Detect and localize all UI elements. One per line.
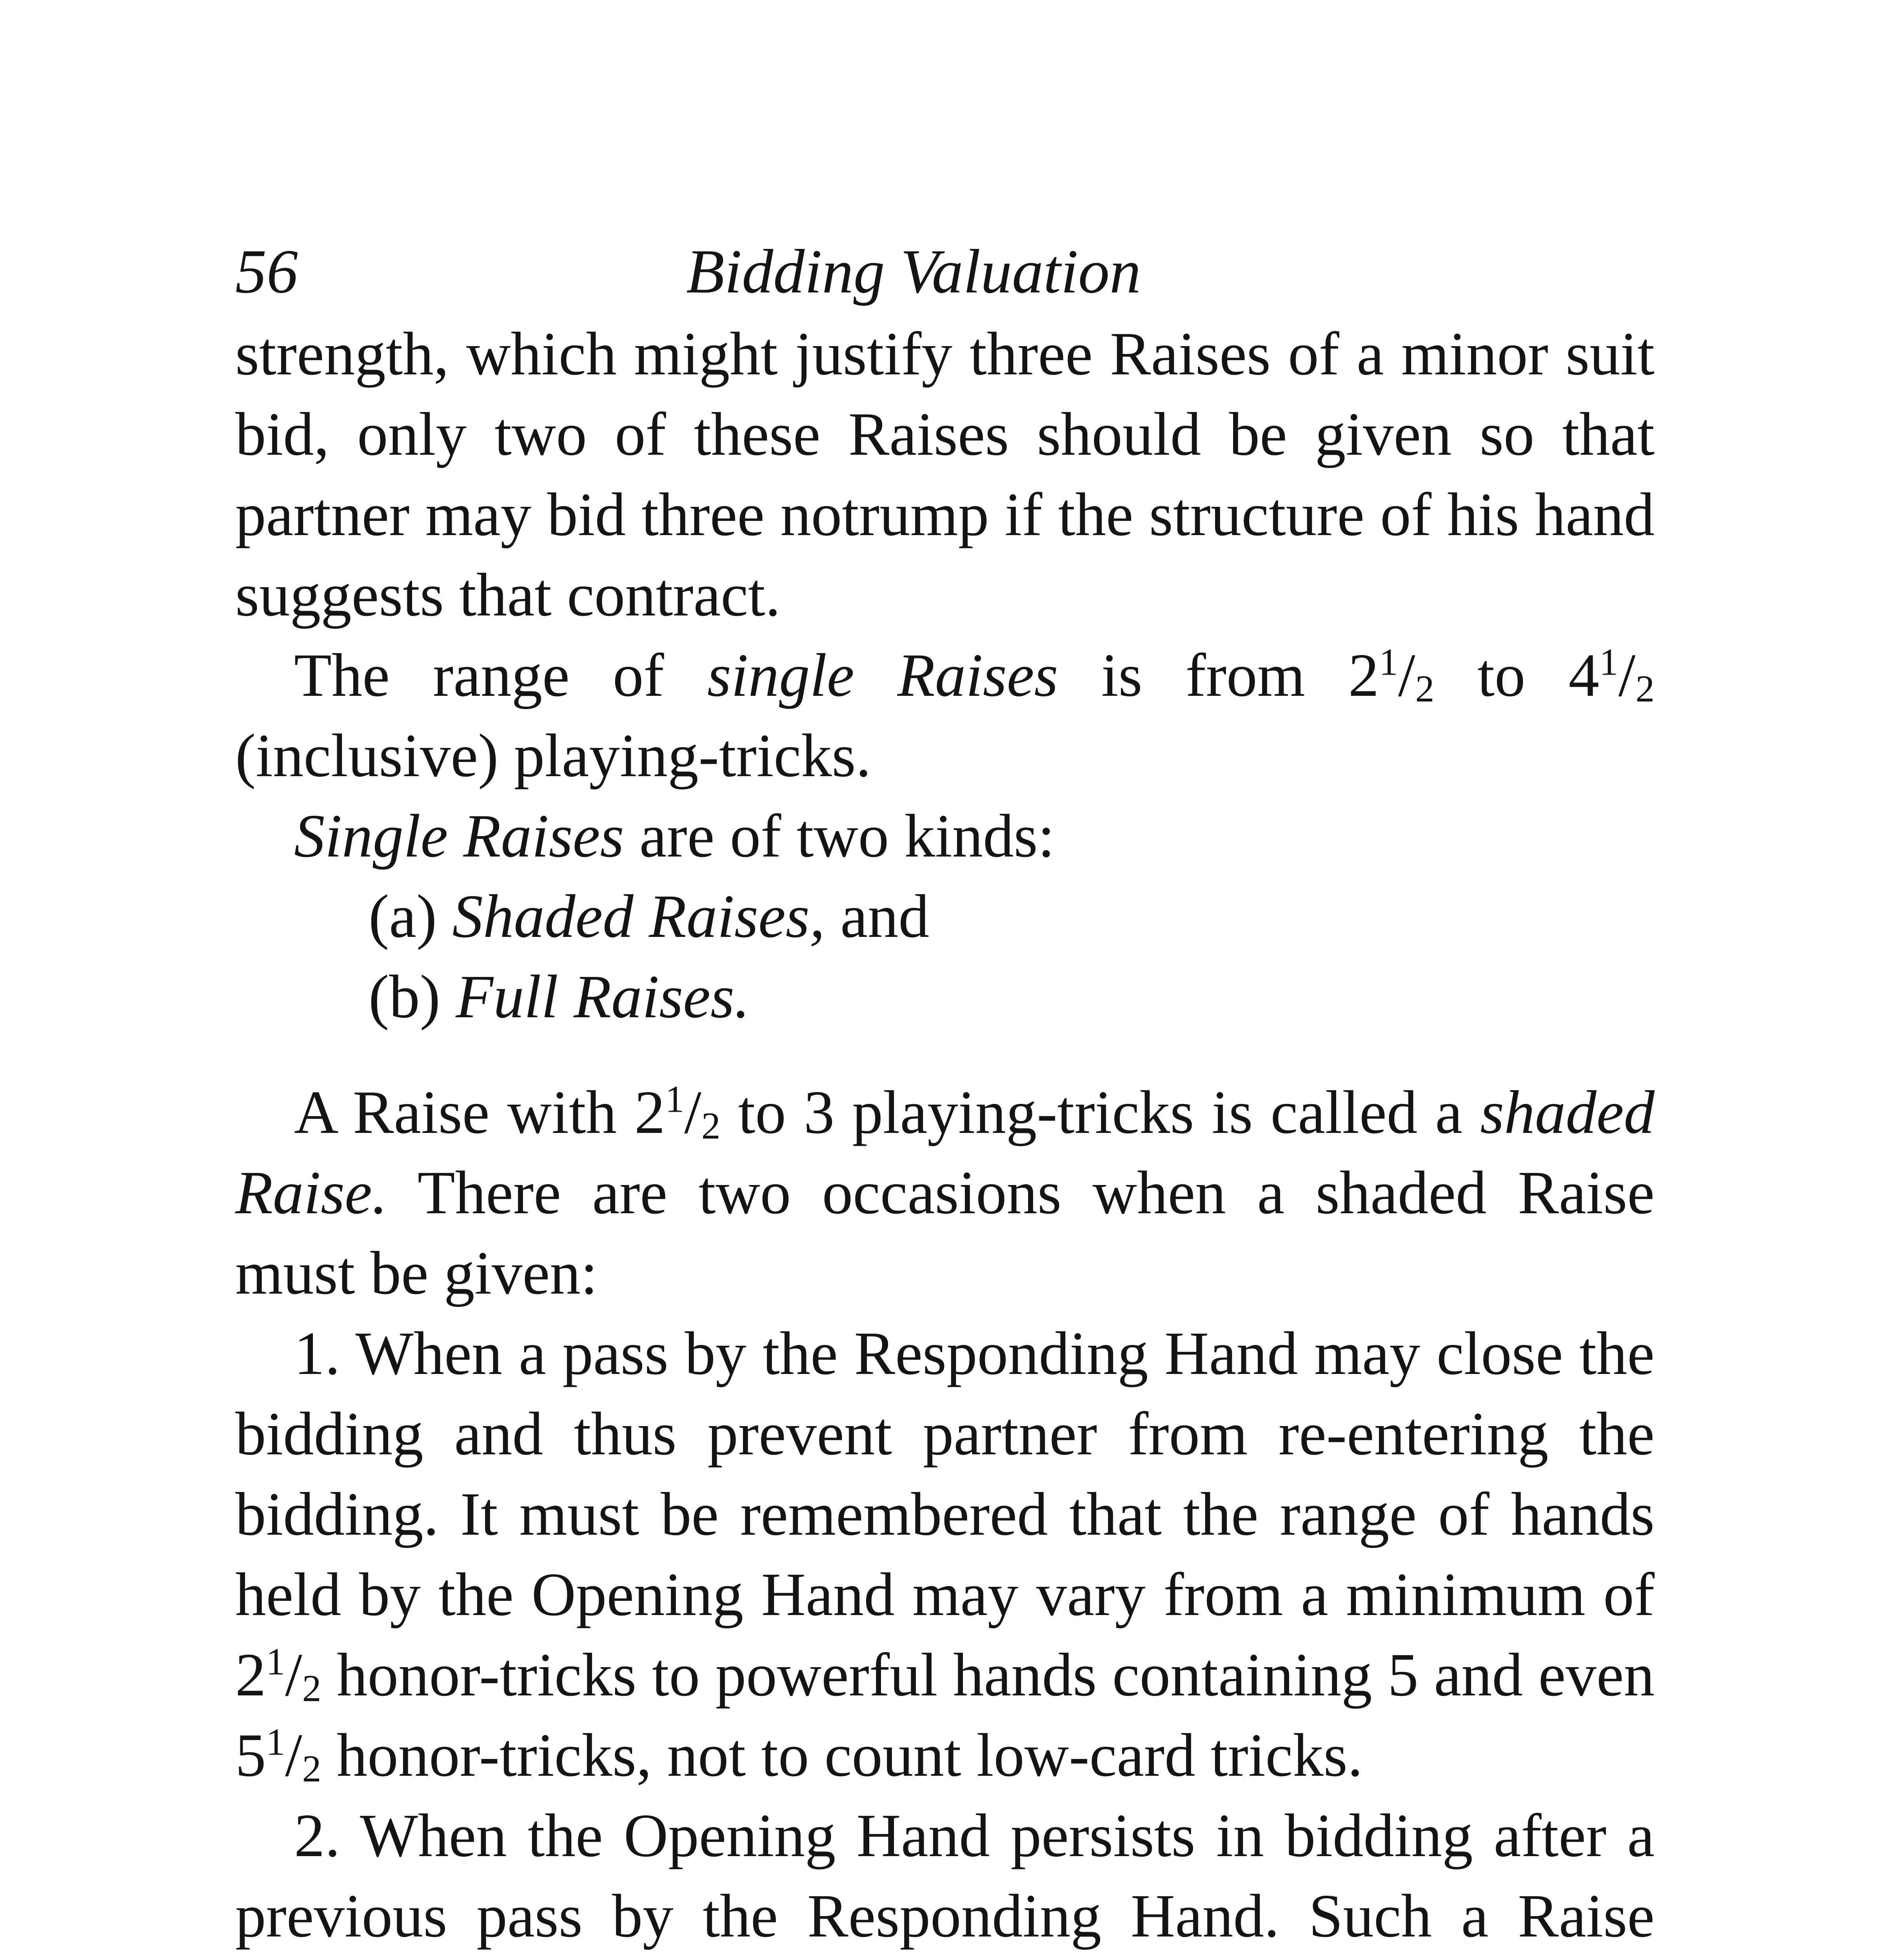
list-item-b [235, 956, 1655, 1037]
fraction-denominator: 2 [701, 1105, 721, 1147]
paragraph-occasion-1: 1. When a pass by the Responding Hand may close the bidding and thus prevent partner from re-entering the bidding. It must be remembered that the range of hands held by the Opening Hand may vary from a minimum of $2^1/_2$ honor-tricks to powerful hands containing 5 and even $5^1/_2$ honor-tricks, not to count low-card tricks. [235, 1319, 1655, 1790]
emphasis-text: shaded Raise. [235, 1078, 1655, 1227]
list-item-a [235, 876, 1655, 956]
text-run: honor-tricks to powerful hands containing 5 and even 5 [235, 1641, 1655, 1789]
page-header [235, 220, 1655, 314]
emphasis-text: Single Raises [294, 802, 624, 870]
fraction-denominator: 2 [1635, 668, 1655, 710]
text-run: is from 2 [1058, 641, 1379, 709]
emphasis-text: Full Raises. [456, 962, 750, 1031]
paragraph-shaded-raise: A Raise with $2^1/_2$ to 3 playing-tricks is called a shaded Raise. There are two occasions when a shaded Raise must be given: [235, 1078, 1655, 1307]
text-run: There are two occasions when a shaded Raise must be given: [235, 1158, 1655, 1307]
fraction-denominator: 2 [1415, 668, 1435, 710]
text-run: A Raise with 2 [294, 1078, 665, 1146]
fraction-denominator: 2 [302, 1667, 322, 1710]
fraction-numerator: 1 [665, 1078, 685, 1121]
fraction-numerator: 1 [266, 1721, 285, 1764]
body-text [235, 314, 1655, 1960]
running-title: Bidding Valuation [686, 236, 1141, 306]
paragraph-occasion-2: 2. When the Opening Hand persists in bidding after a previous pass by the Responding Hand. Such a Raise [235, 1801, 1655, 1950]
text-run: honor-tricks, not to count low-card tricks. [321, 1721, 1363, 1789]
text-run: (inclusive) playing-tricks. [235, 721, 871, 789]
emphasis-text: Shaded Raises, [452, 882, 825, 950]
fraction-denominator: 2 [302, 1748, 322, 1790]
page-number: 56 [235, 236, 298, 306]
text-run: to 4 [1434, 641, 1600, 709]
book-page [235, 220, 1655, 1960]
paragraph-continuation: strength, which might justify three Raises of a minor suit bid, only two of these Raises should be given so that partner may bid three notrump if the structure of his hand suggests that contract. [235, 319, 1655, 629]
text-run: and [825, 882, 930, 950]
fraction-numerator: 1 [1379, 641, 1398, 684]
fraction-numerator: 1 [266, 1641, 285, 1683]
paragraph-two-kinds [235, 796, 1655, 876]
text-run: The range of [294, 641, 707, 709]
text-run: 1. When a pass by the Responding Hand may close the bidding and thus prevent partner from re-entering the bidding. It must be remembered that the range of hands held by the Opening Hand may vary from a minimum of 2 [235, 1319, 1655, 1709]
fraction-numerator: 1 [1599, 641, 1618, 684]
text-run: to 3 playing-tricks is called a [720, 1078, 1480, 1146]
emphasis-text: single Raises [707, 641, 1058, 709]
text-run: are of two kinds: [624, 802, 1055, 870]
paragraph-single-raise-range: The range of single Raises is from $2^1/_2$ to $4^1/_2$ (inclusive) playing-tricks. [235, 641, 1655, 789]
item-label: (b) [369, 962, 441, 1031]
item-label: (a) [369, 882, 437, 950]
